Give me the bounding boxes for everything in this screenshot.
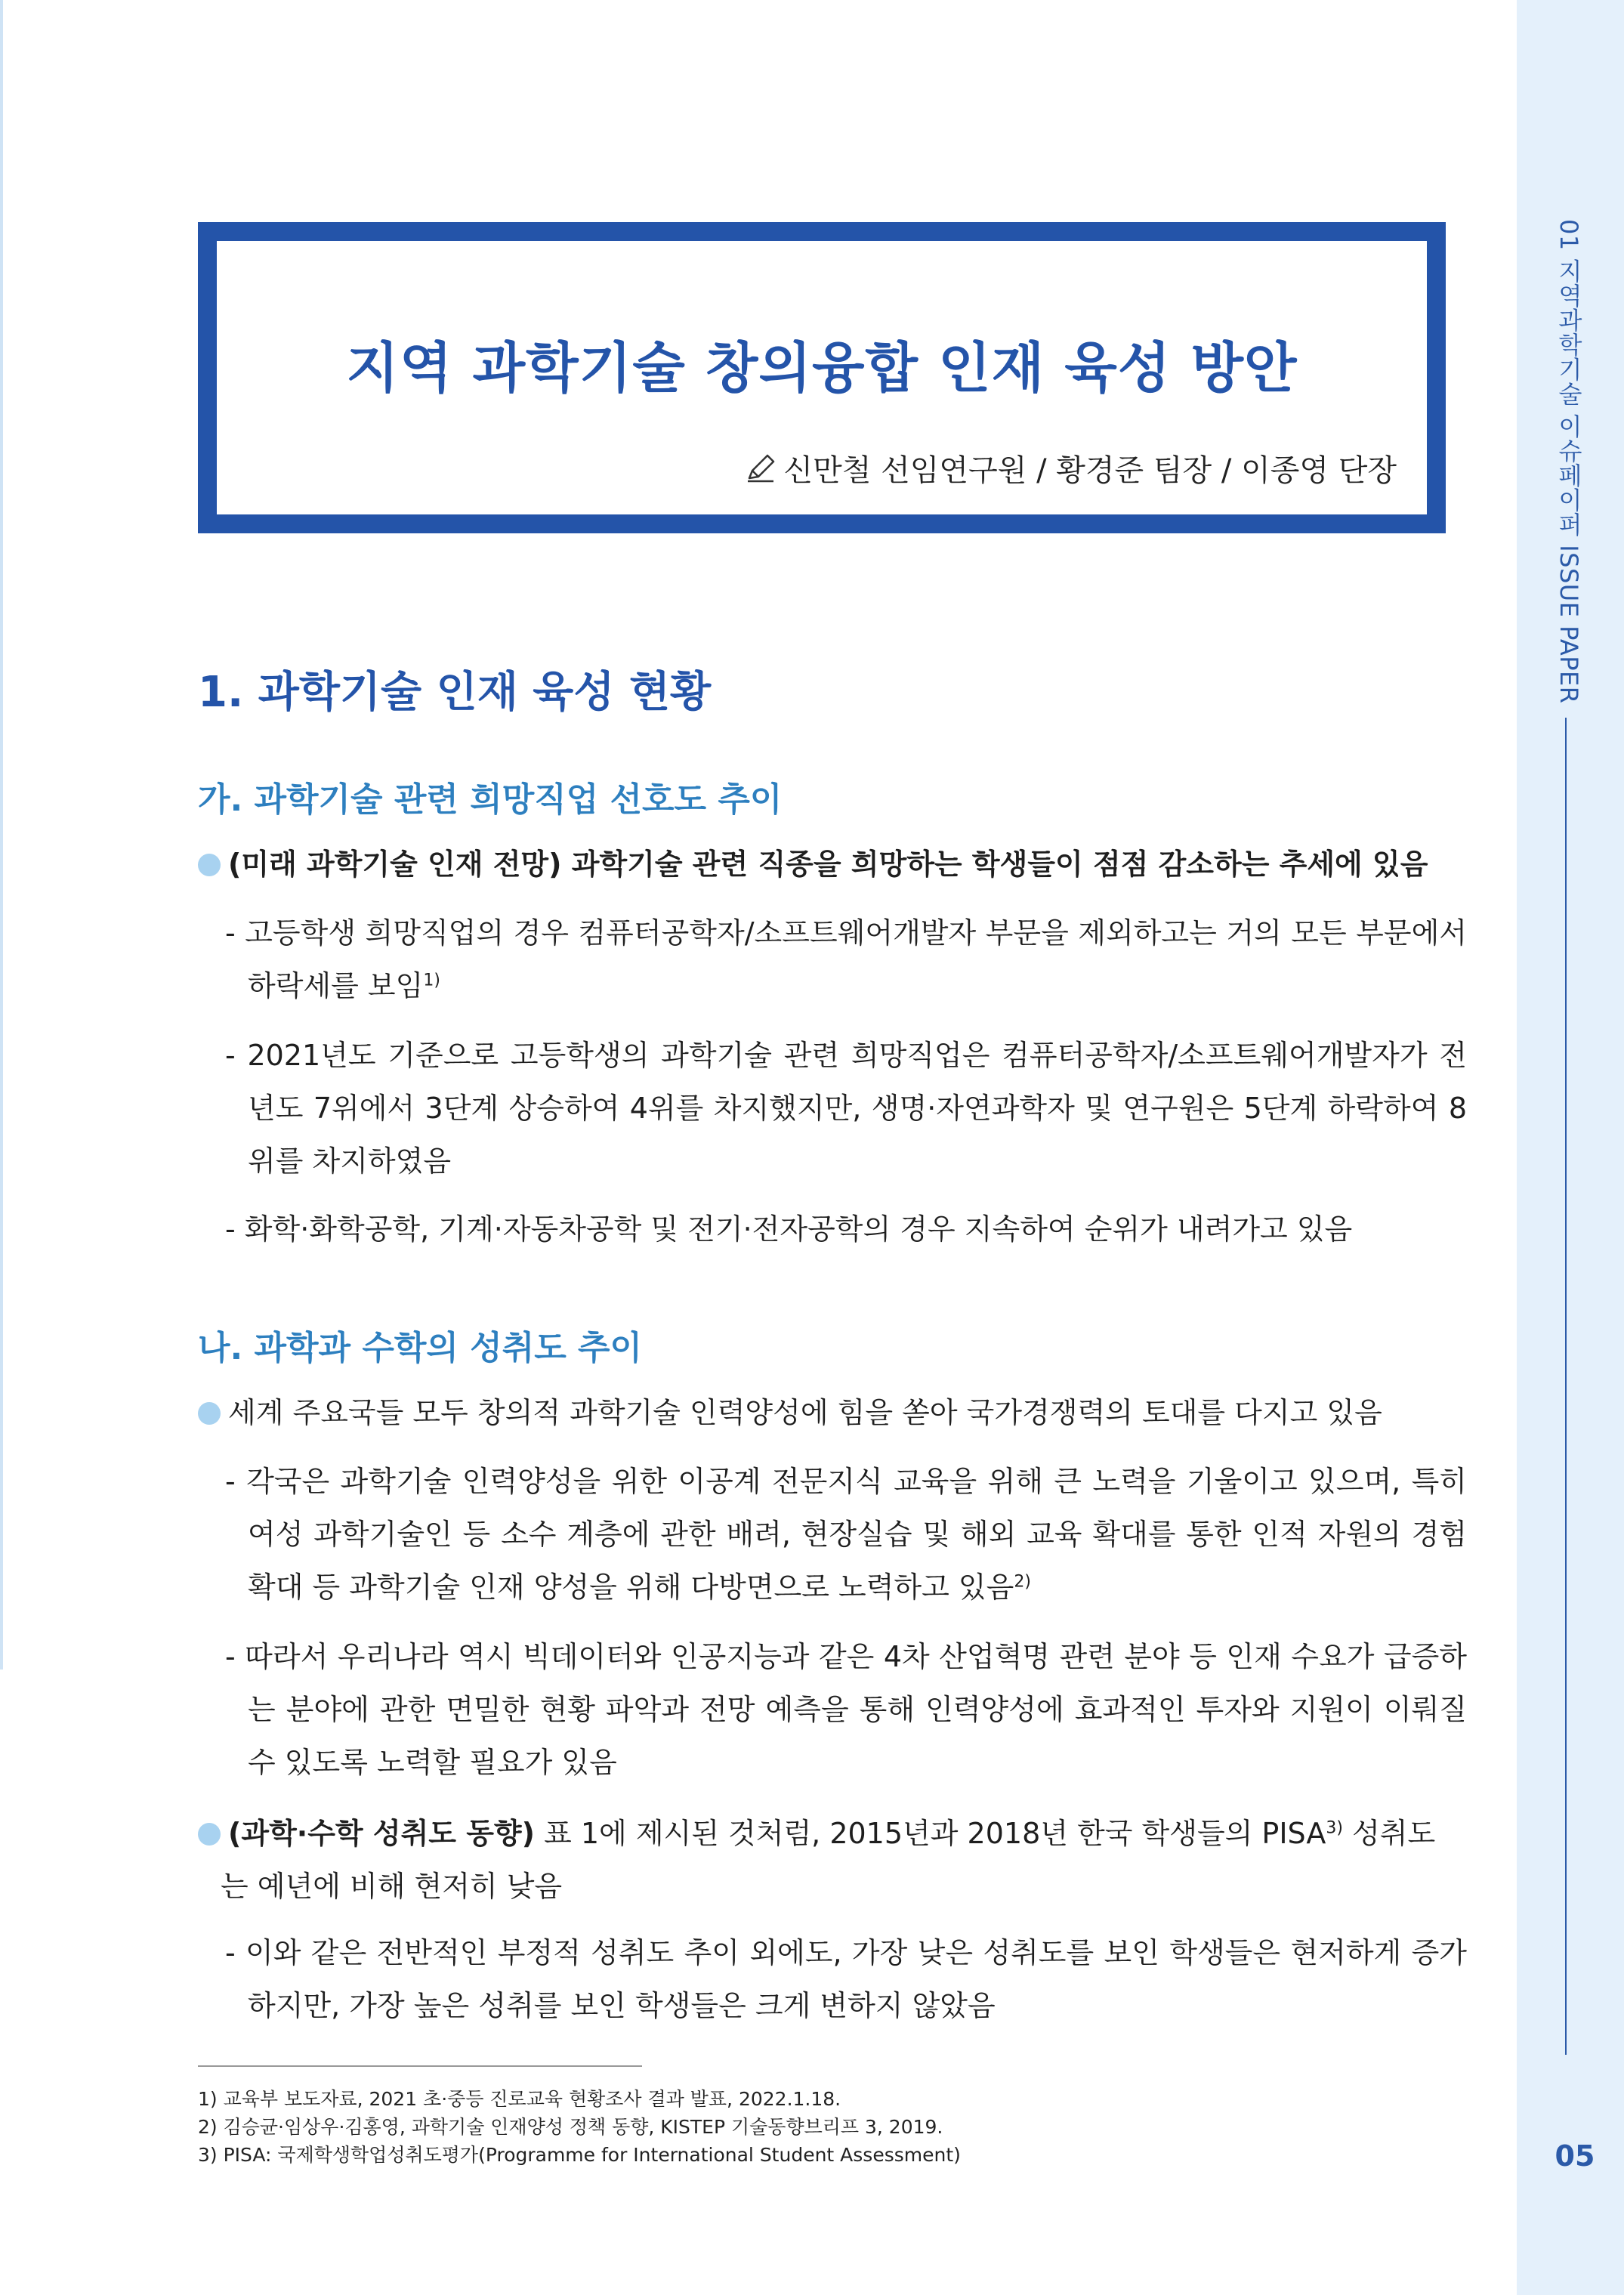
footnote-rule — [198, 2065, 642, 2067]
subsection-heading-a: 가. 과학기술 관련 희망직업 선호도 추이 — [198, 780, 783, 819]
bullet-text-a: 표 1에 제시된 것처럼, 2015년과 2018년 한국 학생들의 PISA — [535, 1817, 1326, 1850]
footnotes — [198, 2085, 961, 2169]
bullet-global-effort — [198, 1387, 1452, 1438]
bullet-text: 세계 주요국들 모두 창의적 과학기술 인력양성에 힘을 쏟아 국가경쟁력의 토대를 다지고 있음 — [228, 1396, 1382, 1429]
footnote-2: 2) 김승균·임상우·김홍영, 과학기술 인재양성 정책 동향, KISTEP 기술동향브리프 3, 2019. — [198, 2116, 943, 2138]
footnote-ref-3: 3) — [1326, 1818, 1343, 1838]
list-item-countries — [225, 1455, 1467, 1614]
bullet-dot-icon — [198, 854, 221, 876]
list-item-engineering — [225, 1203, 1467, 1256]
page-title: 지역 과학기술 창의융합 인재 육성 방안 — [346, 336, 1298, 400]
bullet-dot-icon — [198, 1823, 221, 1846]
list-item-ranking — [225, 1029, 1467, 1188]
page-number: 05 — [1555, 2139, 1595, 2173]
footnote-ref-2: 2) — [1014, 1572, 1031, 1592]
list-item-text: - 2021년도 기준으로 고등학생의 과학기술 관련 희망직업은 컴퓨터공학자/소프트웨어개발자가 전년도 7위에서 3단계 상승하여 4위를 차지했지만, 생명·자연과학자 및 연구원은 5단계 하락하여 8위를 차지하였음 — [225, 1039, 1467, 1178]
footnote-3: 3) PISA: 국제학생학업성취도평가(Programme for International Student Assessment) — [198, 2144, 961, 2166]
bullet-text-b: 성취도는 예년에 비해 현저히 낮음 — [221, 1817, 1436, 1903]
sidebar-rule — [1565, 718, 1567, 2055]
list-item-text: - 고등학생 희망직업의 경우 컴퓨터공학자/소프트웨어개발자 부문을 제외하고는 거의 모든 부문에서 하락세를 보임 — [225, 916, 1467, 1002]
bullet-text: (미래 과학기술 인재 전망) 과학기술 관련 직종을 희망하는 학생들이 점점 감소하는 추세에 있음 — [228, 848, 1428, 881]
title-box — [198, 222, 1446, 533]
authors: 신만철 선임연구원 / 황경준 팀장 / 이종영 단장 — [783, 453, 1397, 488]
list-item-text: - 화학·화학공학, 기계·자동차공학 및 전기·전자공학의 경우 지속하여 순위가 내려가고 있음 — [225, 1212, 1353, 1246]
authors-line — [745, 446, 1397, 490]
footnote-1: 1) 교육부 보도자료, 2021 초·중등 진로교육 현황조사 결과 발표, 2022.1.18. — [198, 2088, 841, 2110]
left-edge-rule — [0, 0, 3, 1670]
bullet-achievement-trend — [198, 1807, 1452, 1913]
list-item-text: - 따라서 우리나라 역시 빅데이터와 인공지능과 같은 4차 산업혁명 관련 분야 등 인재 수요가 급증하는 분야에 관한 면밀한 현황 파악과 전망 예측을 통해 인력양성에 효과적인 투자와 지원이 이뤄질 수 있도록 노력할 필요가 있음 — [225, 1640, 1467, 1779]
bullet-future-outlook — [198, 839, 1452, 890]
list-item-decline — [225, 907, 1467, 1012]
section-heading: 1. 과학기술 인재 육성 현황 — [198, 668, 712, 717]
list-item-text: - 각국은 과학기술 인력양성을 위한 이공계 전문지식 교육을 위해 큰 노력을 기울이고 있으며, 특히 여성 과학기술인 등 소수 계층에 관한 배려, 현장실습 및 해외 교육 확대를 통한 인적 자원의 경험 확대 등 과학기술 인재 양성을 위해 다방면으로 노력하고 있음 — [225, 1465, 1467, 1604]
sidebar-label: 01 지역과학기술 이슈페이퍼 ISSUE PAPER — [1555, 219, 1583, 704]
bullet-dot-icon — [198, 1402, 221, 1425]
subsection-heading-b: 나. 과학과 수학의 성취도 추이 — [198, 1329, 643, 1367]
bullet-bold-lead: (과학·수학 성취도 동향) — [228, 1817, 536, 1850]
list-item-korea — [225, 1630, 1467, 1789]
footnote-ref-1: 1) — [423, 971, 440, 990]
list-item-text: - 이와 같은 전반적인 부정적 성취도 추이 외에도, 가장 낮은 성취도를 보인 학생들은 현저하게 증가하지만, 가장 높은 성취를 보인 학생들은 크게 변하지 않았음 — [225, 1936, 1467, 2022]
list-item-lowest-students — [225, 1926, 1467, 2032]
pencil-icon — [745, 453, 776, 484]
